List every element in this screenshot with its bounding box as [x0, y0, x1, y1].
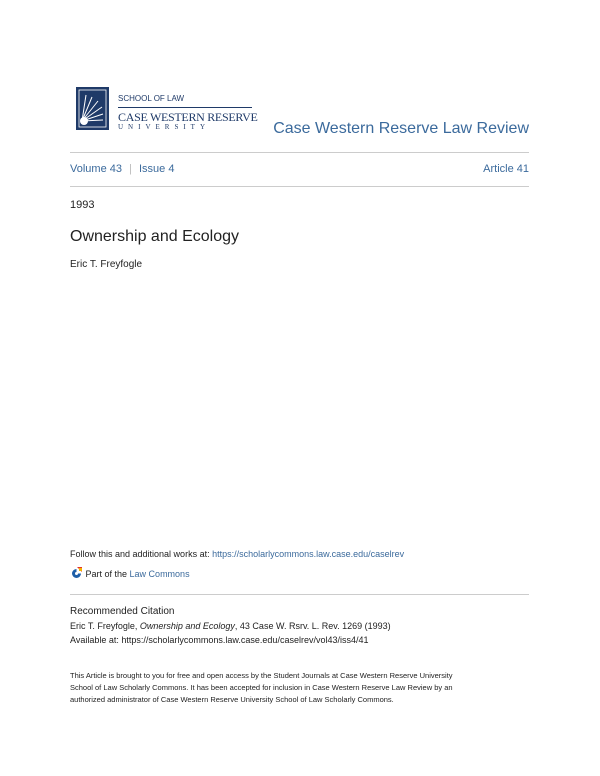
citation-text: Eric T. Freyfogle, Ownership and Ecology, 43 Case W. Rsrv. L. Rev. 1269 (1993)	[70, 621, 391, 631]
law-commons-link[interactable]: Law Commons	[129, 569, 190, 579]
issue-link[interactable]: Issue 4	[138, 163, 175, 175]
author: Eric T. Freyfogle	[70, 259, 143, 270]
follow-line: Follow this and additional works at: https://scholarlycommons.law.case.edu/caselrev	[70, 549, 405, 559]
collection-link[interactable]: https://scholarlycommons.law.case.edu/caselrev	[212, 549, 405, 559]
footer-line-1: This Article is brought to you for free and open access by the Student Journals at Case Western Reserve University	[70, 671, 453, 680]
logo-cwru: CASE WESTERN RESERVE	[118, 110, 258, 124]
sunburst-logo-icon	[76, 87, 109, 130]
citation-available: Available at: https://scholarlycommons.law.case.edu/caselrev/vol43/iss4/41	[70, 635, 369, 645]
divider	[70, 186, 529, 187]
year: 1993	[70, 199, 95, 211]
footer-line-2: School of Law Scholarly Commons. It has been accepted for inclusion in Case Western Reserve Law Review by an	[70, 683, 453, 692]
part-of-line: Part of the Law Commons	[70, 567, 190, 580]
journal-title[interactable]: Case Western Reserve Law Review	[273, 120, 529, 137]
divider	[70, 152, 529, 153]
footer-line-3: authorized administrator of Case Western Reserve University School of Law Scholarly Commons.	[70, 695, 394, 704]
volume-link[interactable]: Volume 43	[70, 163, 122, 175]
volume-issue: Volume 43 | Issue 4	[70, 163, 175, 175]
divider	[70, 594, 529, 595]
university-logo	[76, 87, 258, 135]
article-number[interactable]: Article 41	[483, 163, 529, 175]
citation-heading: Recommended Citation	[70, 606, 175, 617]
article-title: Ownership and Ecology	[70, 228, 239, 245]
network-commons-icon	[70, 567, 83, 580]
logo-school-of-law: SCHOOL OF LAW	[118, 94, 185, 103]
logo-university: UNIVERSITY	[118, 123, 210, 131]
